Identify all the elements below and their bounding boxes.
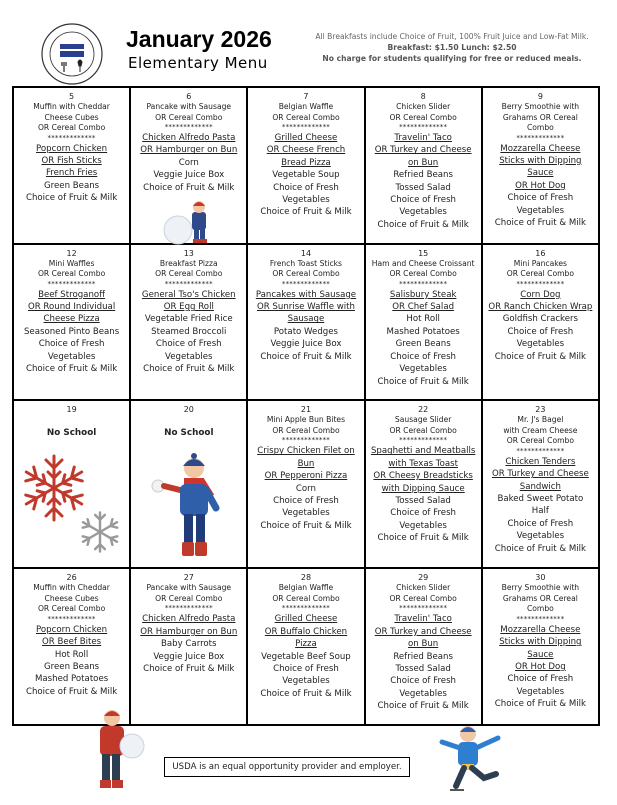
day-cell	[13, 568, 130, 725]
day-number: 12	[66, 248, 77, 258]
lunch-entree: OR Hot Dog	[515, 662, 566, 673]
separator-stars: *************	[399, 279, 448, 288]
lunch-side: Choice of Fruit & Milk	[260, 351, 352, 362]
breakfast-item: OR Cereal Combo	[272, 269, 340, 279]
note-prices: Breakfast: $1.50 Lunch: $2.50	[387, 43, 517, 52]
day-number: 8	[420, 92, 426, 101]
separator-stars: *************	[47, 279, 96, 288]
lunch-side: Potato Wedges	[273, 326, 339, 337]
lunch-side: Choice of Fruit & Milk	[494, 351, 586, 362]
gray-snowflake-icon	[78, 510, 122, 554]
breakfast-item: OR Cereal Combo	[272, 112, 340, 122]
separator-stars: *************	[516, 446, 565, 455]
lunch-side: Choice of Fruit & Milk	[260, 688, 352, 699]
page-title: January 2026	[126, 26, 272, 52]
lunch-side: Vegetable Fried Rice	[144, 314, 233, 325]
lunch-entree: OR Turkey and Cheese	[374, 145, 472, 156]
breakfast-item: Mr. J's Bagel	[517, 415, 564, 425]
day-number: 21	[300, 405, 312, 415]
lunch-entree: Bun	[297, 458, 315, 469]
lunch-side: Vegetables	[516, 531, 565, 542]
day-cell	[365, 400, 482, 568]
lunch-side: Choice of Fruit & Milk	[494, 217, 586, 228]
lunch-entree: Sausage	[287, 314, 325, 325]
lunch-entree: OR Ranch Chicken Wrap	[488, 302, 593, 313]
breakfast-item: OR Cereal Combo	[389, 425, 457, 435]
lunch-entree: OR Hamburger on Bun	[140, 626, 238, 637]
day-cell	[247, 568, 364, 725]
day-number: 26	[66, 573, 77, 583]
day-number: 23	[535, 405, 546, 415]
lunch-side: Green Beans	[44, 662, 100, 673]
lunch-side: Choice of Fruit & Milk	[143, 663, 235, 674]
lunch-side: Seasoned Pinto Beans	[23, 326, 120, 337]
lunch-side: Choice of Fruit & Milk	[377, 376, 469, 387]
child-with-snowball-icon	[92, 708, 148, 794]
lunch-side: Veggie Juice Box	[153, 170, 225, 181]
lunch-side: Mashed Potatoes	[386, 326, 460, 337]
week-row	[13, 87, 599, 244]
day-cell	[365, 244, 482, 401]
lunch-entree: French Fries	[45, 168, 98, 179]
lunch-entree: Mozzarella Cheese	[500, 143, 581, 154]
usda-statement: USDA is an equal opportunity provider and employer.	[164, 757, 410, 777]
lunch-side: Choice of Fresh	[273, 182, 339, 193]
lunch-side: Baby Carrots	[161, 639, 217, 650]
breakfast-item: Cheese Cubes	[44, 593, 99, 603]
lunch-side: Goldfish Crackers	[502, 314, 579, 325]
lunch-side: Choice of Fresh	[273, 495, 339, 506]
day-number: 29	[418, 573, 429, 583]
day-number: 9	[537, 92, 543, 101]
breakfast-item: Grahams OR Cereal	[502, 112, 578, 122]
day-cell	[482, 244, 599, 401]
child-rolling-snowball-icon	[160, 198, 220, 246]
day-number: 28	[300, 573, 312, 583]
lunch-entree: Pizza	[295, 639, 317, 650]
separator-stars: *************	[281, 436, 331, 445]
day-number: 14	[300, 248, 312, 258]
lunch-side: Choice of Fruit & Milk	[494, 699, 586, 710]
separator-stars: *************	[516, 279, 565, 288]
lunch-side: Choice of Fresh	[390, 195, 457, 206]
child-throwing-snowball-icon	[150, 452, 222, 564]
lunch-entree: OR Beef Bites	[42, 637, 102, 648]
lunch-entree: Salisbury Steak	[389, 289, 457, 300]
lunch-side: Vegetables	[47, 351, 96, 362]
lunch-side: Vegetables	[516, 205, 565, 216]
lunch-entree: Chicken Alfredo Pasta	[142, 614, 236, 625]
lunch-side: Vegetables	[282, 508, 330, 519]
lunch-side: Veggie Juice Box	[270, 339, 342, 350]
breakfast-item: Belgian Waffle	[278, 102, 334, 111]
lunch-entree: Grilled Cheese	[274, 133, 338, 143]
day-cell	[130, 244, 247, 401]
breakfast-item: OR Cereal Combo	[37, 269, 106, 279]
day-cell	[13, 244, 130, 401]
lunch-entree: OR Cheese French	[266, 145, 346, 156]
note-free-reduced: No charge for students qualifying for free or reduced meals.	[322, 54, 582, 63]
lunch-entree: Bread Pizza	[281, 157, 331, 168]
day-number: 30	[535, 573, 546, 583]
lunch-entree: OR Cheesy Breadsticks	[373, 471, 473, 482]
lunch-side: Baked Sweet Potato	[497, 494, 584, 505]
breakfast-item: OR Cereal Combo	[389, 269, 457, 279]
breakfast-item: Muffin with Cheddar	[33, 583, 110, 593]
separator-stars: *************	[399, 123, 448, 131]
lunch-side: Corn	[178, 157, 199, 168]
lunch-side: Choice of Fresh	[507, 326, 574, 337]
day-number: 13	[183, 248, 194, 258]
lunch-side: Vegetables	[516, 686, 565, 697]
lunch-side: Choice of Fruit & Milk	[377, 533, 469, 544]
no-school-label: No School	[46, 428, 97, 439]
lunch-entree: with Texas Toast	[388, 458, 458, 469]
day-cell	[482, 400, 599, 568]
lunch-side: Choice of Fruit & Milk	[143, 182, 235, 193]
lunch-entree: OR Pepperoni Pizza	[264, 471, 348, 482]
breakfast-item: Chicken Slider	[396, 102, 451, 111]
lunch-side: Choice of Fruit & Milk	[25, 193, 118, 204]
lunch-side: Tossed Salad	[395, 663, 451, 674]
lunch-entree: Mozzarella Cheese	[500, 624, 581, 635]
no-school-label: No School	[164, 428, 214, 439]
lunch-entree: Sandwich	[519, 481, 561, 492]
week-row	[13, 568, 599, 725]
lunch-side: Vegetables	[282, 676, 330, 687]
lunch-side: Tossed Salad	[395, 182, 451, 193]
lunch-side: Choice of Fresh	[155, 339, 222, 350]
lunch-entree: Cheese Pizza	[43, 314, 100, 325]
breakfast-item: Chicken Slider	[396, 583, 451, 593]
lunch-side: Vegetables	[165, 351, 213, 362]
day-number: 27	[183, 573, 194, 583]
day-cell	[365, 568, 482, 725]
week-row	[13, 244, 599, 401]
lunch-side: Vegetables	[516, 339, 565, 350]
day-number: 19	[66, 405, 77, 415]
separator-stars: *************	[281, 279, 331, 288]
breakfast-item: with Cream Cheese	[503, 425, 578, 435]
separator-stars: *************	[399, 436, 448, 445]
breakfast-item: Mini Waffles	[48, 258, 95, 268]
lunch-side: Steamed Broccoli	[151, 326, 227, 337]
breakfast-item: OR Cereal Combo	[389, 593, 457, 603]
lunch-side: Veggie Juice Box	[153, 651, 225, 662]
lunch-side: Choice of Fruit & Milk	[494, 543, 586, 554]
separator-stars: *************	[164, 123, 213, 131]
lunch-entree: OR Chef Salad	[392, 302, 455, 313]
lunch-side: Green Beans	[395, 339, 451, 350]
separator-stars: *************	[47, 614, 96, 623]
day-number: 15	[418, 248, 429, 258]
day-number: 20	[183, 405, 194, 415]
day-cell	[247, 87, 364, 244]
lunch-entree: OR Hamburger on Bun	[140, 145, 238, 156]
separator-stars: *************	[281, 604, 331, 613]
lunch-entree: Spaghetti and Meatballs	[370, 446, 476, 457]
day-number: 5	[69, 92, 75, 101]
lunch-side: Tossed Salad	[395, 495, 451, 506]
breakfast-item: French Toast Sticks	[269, 258, 343, 268]
lunch-entree: Grilled Cheese	[274, 614, 338, 625]
day-cell	[482, 87, 599, 244]
lunch-entree: Travelin' Taco	[394, 133, 452, 143]
breakfast-item: Belgian Waffle	[278, 583, 334, 593]
lunch-side: Choice of Fresh	[273, 663, 339, 674]
breakfast-item: Mini Apple Bun Bites	[266, 415, 346, 425]
breakfast-item: Grahams OR Cereal	[502, 593, 578, 603]
lunch-entree: Chicken Alfredo Pasta	[142, 133, 236, 143]
lunch-side: Choice of Fresh	[507, 193, 574, 204]
breakfast-item: OR Cereal Combo	[155, 593, 223, 603]
separator-stars: *************	[516, 614, 565, 623]
lunch-side: Choice of Fresh	[390, 508, 457, 519]
day-number: 16	[535, 248, 546, 258]
lunch-side: Refried Beans	[393, 651, 453, 662]
lunch-entree: Crispy Chicken Filet on	[257, 446, 355, 457]
breakfast-item: OR Cereal Combo	[389, 112, 457, 122]
lunch-side: Hot Roll	[406, 314, 440, 325]
lunch-entree: Corn Dog	[520, 289, 561, 300]
breakfast-item: OR Cereal Combo	[37, 123, 106, 132]
breakfast-item: Combo	[526, 123, 554, 132]
day-cell	[13, 87, 130, 244]
lunch-side: Refried Beans	[393, 170, 453, 181]
breakfast-item: Ham and Cheese Croissant	[371, 258, 475, 268]
lunch-entree: Sauce	[527, 168, 554, 179]
lunch-entree: Popcorn Chicken	[36, 624, 108, 635]
lunch-side: Vegetables	[399, 688, 447, 699]
lunch-side: Corn	[295, 483, 317, 494]
day-cell	[247, 244, 364, 401]
lunch-entree: OR Turkey and Cheese	[491, 469, 589, 480]
breakfast-item: Cheese Cubes	[44, 112, 99, 122]
lunch-entree: Travelin' Taco	[394, 614, 452, 625]
lunch-entree: OR Turkey and Cheese	[374, 626, 472, 637]
lunch-entree: on Bun	[408, 157, 439, 168]
day-cell	[482, 568, 599, 725]
lunch-entree: with Dipping Sauce	[381, 483, 465, 494]
lunch-entree: OR Sunrise Waffle with	[256, 302, 355, 313]
breakfast-item: OR Cereal Combo	[155, 269, 223, 279]
lunch-side: Vegetables	[399, 207, 447, 218]
lunch-side: Choice of Fruit & Milk	[377, 701, 469, 712]
day-cell	[247, 400, 364, 568]
separator-stars: *************	[281, 123, 331, 131]
page-subtitle: Elementary Menu	[128, 54, 268, 72]
lunch-entree: OR Round Individual	[27, 302, 116, 313]
lunch-side: Choice of Fruit & Milk	[143, 364, 235, 375]
lunch-entree: Beef Stroganoff	[38, 289, 106, 300]
day-number: 22	[418, 405, 429, 415]
lunch-side: Green Beans	[44, 180, 100, 191]
separator-stars: *************	[47, 133, 96, 142]
breakfast-item: Pancake with Sausage	[146, 583, 232, 593]
day-cell	[130, 568, 247, 725]
breakfast-item: Berry Smoothie with	[501, 583, 580, 593]
separator-stars: *************	[399, 604, 448, 613]
breakfast-item: OR Cereal Combo	[506, 269, 574, 279]
breakfast-item: Breakfast Pizza	[159, 258, 218, 268]
lunch-side: Mashed Potatoes	[34, 674, 109, 685]
breakfast-item: Mini Pancakes	[513, 258, 568, 268]
lunch-side: Choice of Fruit & Milk	[260, 520, 352, 531]
lunch-side: Choice of Fresh	[390, 676, 457, 687]
menu-calendar	[12, 86, 600, 726]
lunch-entree: OR Egg Roll	[163, 302, 214, 313]
lunch-side: Choice of Fresh	[38, 339, 105, 350]
lunch-side: Choice of Fresh	[507, 518, 574, 529]
district-logo	[40, 22, 104, 86]
breakfast-item: Berry Smoothie with	[501, 102, 580, 111]
separator-stars: *************	[164, 279, 213, 288]
breakfast-item: OR Cereal Combo	[272, 425, 340, 435]
lunch-entree: Sauce	[527, 649, 554, 660]
lunch-side: Vegetables	[399, 364, 447, 375]
breakfast-item: OR Cereal Combo	[506, 436, 574, 446]
lunch-side: Vegetables	[399, 520, 447, 531]
lunch-side: Half	[531, 506, 549, 517]
lunch-side: Choice of Fresh	[390, 351, 457, 362]
lunch-entree: Pancakes with Sausage	[255, 289, 357, 300]
note-breakfast-includes: All Breakfasts include Choice of Fruit, 100% Fruit Juice and Low-Fat Milk.	[315, 32, 589, 41]
day-cell	[365, 87, 482, 244]
lunch-side: Hot Roll	[54, 649, 89, 660]
separator-stars: *************	[516, 133, 565, 142]
breakfast-item: OR Cereal Combo	[37, 604, 106, 614]
lunch-side: Vegetables	[282, 195, 330, 206]
day-number: 6	[186, 92, 192, 101]
lunch-entree: on Bun	[408, 639, 439, 650]
lunch-entree: Chicken Tenders	[505, 456, 576, 467]
breakfast-item: Combo	[526, 604, 554, 614]
lunch-side: Choice of Fruit & Milk	[260, 207, 352, 218]
lunch-entree: Sticks with Dipping	[499, 155, 582, 166]
lunch-entree: Sticks with Dipping	[499, 637, 582, 648]
pricing-notes	[308, 31, 596, 64]
day-number: 7	[303, 92, 309, 101]
lunch-entree: OR Buffalo Chicken	[264, 626, 348, 637]
lunch-side: Choice of Fresh	[507, 674, 574, 685]
child-ice-skating-icon	[438, 724, 508, 800]
breakfast-item: Pancake with Sausage	[146, 102, 232, 111]
lunch-entree: OR Hot Dog	[515, 180, 566, 191]
lunch-entree: OR Fish Sticks	[41, 155, 102, 166]
lunch-side: Vegetable Beef Soup	[261, 651, 351, 662]
separator-stars: *************	[164, 604, 213, 613]
breakfast-item: Sausage Slider	[394, 415, 452, 425]
breakfast-item: OR Cereal Combo	[155, 112, 223, 122]
breakfast-item: OR Cereal Combo	[272, 593, 340, 603]
lunch-side: Choice of Fruit & Milk	[377, 219, 469, 230]
lunch-entree: General Tso's Chicken	[141, 289, 236, 300]
breakfast-item: Muffin with Cheddar	[33, 102, 110, 111]
lunch-side: Vegetable Soup	[272, 170, 340, 181]
lunch-side: Choice of Fruit & Milk	[25, 364, 118, 375]
lunch-side: Choice of Fruit & Milk	[25, 686, 118, 697]
lunch-entree: Popcorn Chicken	[36, 143, 108, 154]
